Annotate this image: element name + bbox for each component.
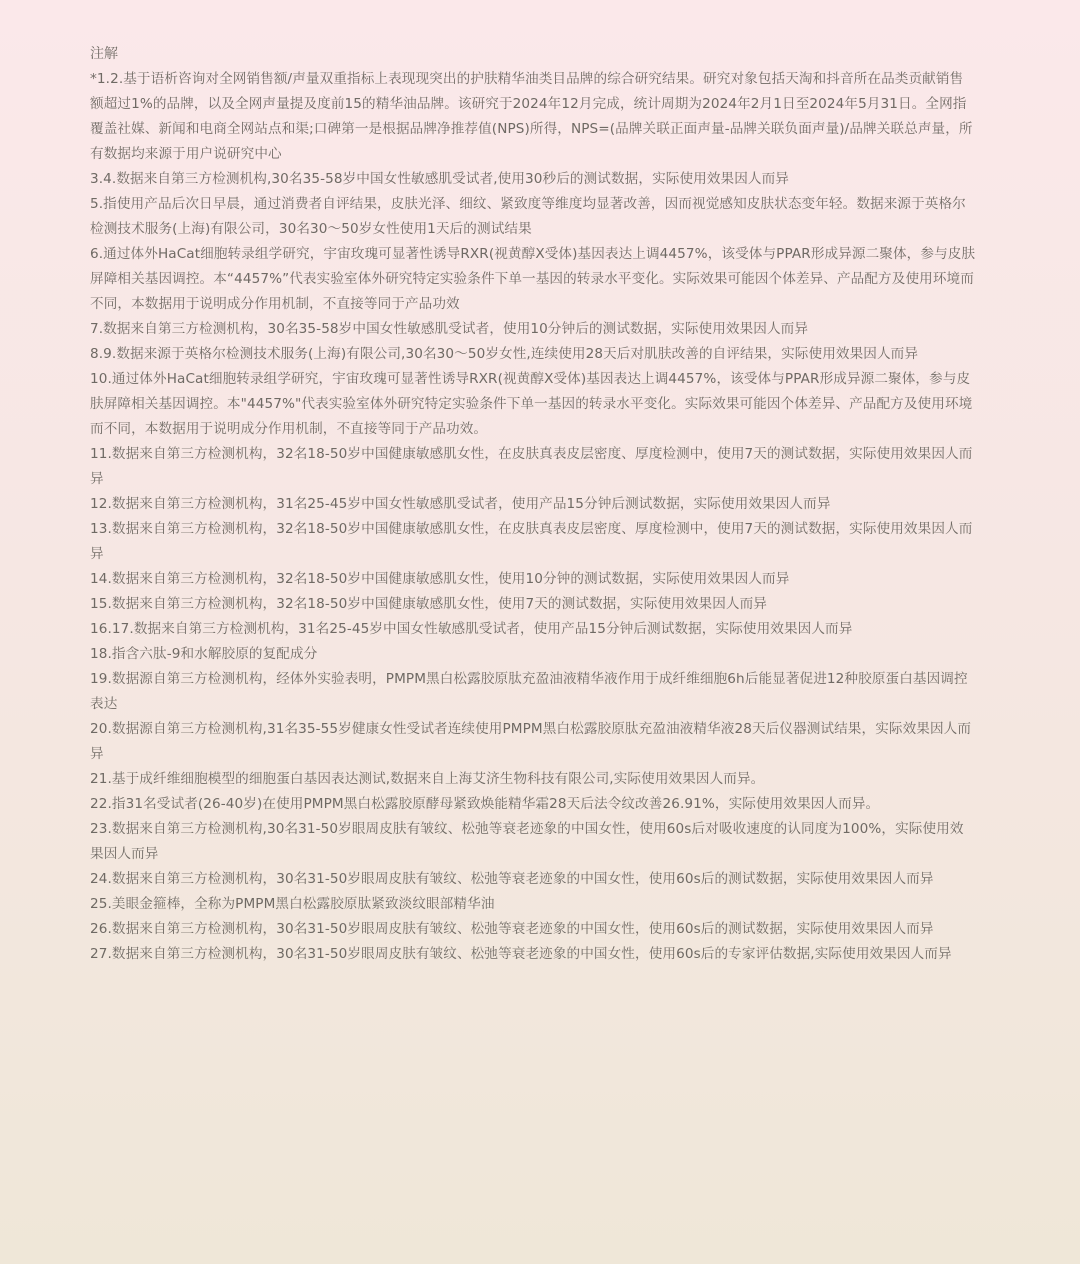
note-item: 26.数据来自第三方检测机构，30名31-50岁眼周皮肤有皱纹、松弛等衰老迹象的中国女性，使用60s后的测试数据，实际使用效果因人而异 (90, 921, 934, 937)
note-item: 15.数据来自第三方检测机构，32名18-50岁中国健康敏感肌女性，使用7天的测试数据，实际使用效果因人而异 (90, 596, 767, 612)
note-item: 8.9.数据来源于英格尔检测技术服务(上海)有限公司,30名30～50岁女性,连续使用28天后对肌肤改善的自评结果，实际使用效果因人而异 (90, 346, 919, 362)
note-item: 27.数据来自第三方检测机构，30名31-50岁眼周皮肤有皱纹、松弛等衰老迹象的中国女性，使用60s后的专家评估数据,实际使用效果因人而异 (90, 946, 952, 962)
note-item: 24.数据来自第三方检测机构，30名31-50岁眼周皮肤有皱纹、松弛等衰老迹象的中国女性，使用60s后的测试数据，实际使用效果因人而异 (90, 871, 934, 887)
note-item: 10.通过体外HaCat细胞转录组学研究，宇宙玫瑰可显著性诱导RXR(视黄醇X受体)基因表达上调4457%，该受体与PPAR形成异源二聚体，参与皮肤屏障相关基因调控。本"4457%"代表实验室体外研究特定实验条件下单一基因的转录水平变化。实际效果可能因个体差异、产品配方及使用环境而不同，本数据用于说明成分作用机制，不直接等同于产品功效。 (90, 371, 973, 437)
note-item: 25.美眼金箍棒，全称为PMPM黑白松露胶原肽紧致淡纹眼部精华油 (90, 896, 495, 912)
note-item: 21.基于成纤维细胞模型的细胞蛋白基因表达测试,数据来自上海艾济生物科技有限公司,实际使用效果因人而异。 (90, 771, 765, 787)
notes-title: 注解 (90, 46, 118, 62)
note-item: 14.数据来自第三方检测机构，32名18-50岁中国健康敏感肌女性，使用10分钟的测试数据，实际使用效果因人而异 (90, 571, 790, 587)
note-item: 5.指使用产品后次日早晨，通过消费者自评结果，皮肤光泽、细纹、紧致度等维度均显著改善，因而视觉感知皮肤状态变年轻。数据来源于英格尔检测技术服务(上海)有限公司，30名30～50岁女性使用1天后的测试结果 (90, 196, 966, 237)
note-item: 11.数据来自第三方检测机构，32名18-50岁中国健康敏感肌女性，在皮肤真表皮层密度、厚度检测中，使用7天的测试数据，实际使用效果因人而异 (90, 446, 973, 487)
note-item: 3.4.数据来自第三方检测机构,30名35-58岁中国女性敏感肌受试者,使用30秒后的测试数据，实际使用效果因人而异 (90, 171, 790, 187)
note-item: 16.17.数据来自第三方检测机构，31名25-45岁中国女性敏感肌受试者，使用产品15分钟后测试数据，实际使用效果因人而异 (90, 621, 853, 637)
note-item: 12.数据来自第三方检测机构，31名25-45岁中国女性敏感肌受试者，使用产品15分钟后测试数据，实际使用效果因人而异 (90, 496, 831, 512)
notes-list (90, 67, 976, 967)
note-item: 22.指31名受试者(26-40岁)在使用PMPM黑白松露胶原酵母紧致焕能精华霜28天后法令纹改善26.91%，实际使用效果因人而异。 (90, 796, 880, 812)
note-item: 18.指含六肽-9和水解胶原的复配成分 (90, 646, 318, 662)
note-item: 19.数据源自第三方检测机构，经体外实验表明，PMPM黑白松露胶原肽充盈油液精华液作用于成纤维细胞6h后能显著促进12种胶原蛋白基因调控表达 (90, 671, 968, 712)
note-item: 7.数据来自第三方检测机构，30名35-58岁中国女性敏感肌受试者，使用10分钟后的测试数据，实际使用效果因人而异 (90, 321, 809, 337)
note-item: 20.数据源自第三方检测机构,31名35-55岁健康女性受试者连续使用PMPM黑白松露胶原肽充盈油液精华液28天后仪器测试结果，实际效果因人而异 (90, 721, 972, 762)
note-item: 23.数据来自第三方检测机构,30名31-50岁眼周皮肤有皱纹、松弛等衰老迹象的中国女性，使用60s后对吸收速度的认同度为100%，实际使用效果因人而异 (90, 821, 964, 862)
note-item: *1.2.基于语析咨询对全网销售额/声量双重指标上表现现突出的护肤精华油类目品牌的综合研究结果。研究对象包括天淘和抖音所在品类贡献销售额超过1%的品牌，以及全网声量提及度前15的精华油品牌。该研究于2024年12月完成，统计周期为2024年2月1日至2024年5月31日。全网指覆盖社媒、新闻和电商全网站点和渠;口碑第一是根据品牌净推荐值(NPS)所得，NPS=(品牌关联正面声量-品牌关联负面声量)/品牌关联总声量，所有数据均来源于用户说研究中心 (90, 71, 973, 162)
note-item: 6.通过体外HaCat细胞转录组学研究，宇宙玫瑰可显著性诱导RXR(视黄醇X受体)基因表达上调4457%，该受体与PPAR形成异源二聚体，参与皮肤屏障相关基因调控。本“4457%”代表实验室体外研究特定实验条件下单一基因的转录水平变化。实际效果可能因个体差异、产品配方及使用环境而不同，本数据用于说明成分作用机制，不直接等同于产品功效 (90, 246, 976, 312)
note-item: 13.数据来自第三方检测机构，32名18-50岁中国健康敏感肌女性，在皮肤真表皮层密度、厚度检测中，使用7天的测试数据，实际使用效果因人而异 (90, 521, 973, 562)
